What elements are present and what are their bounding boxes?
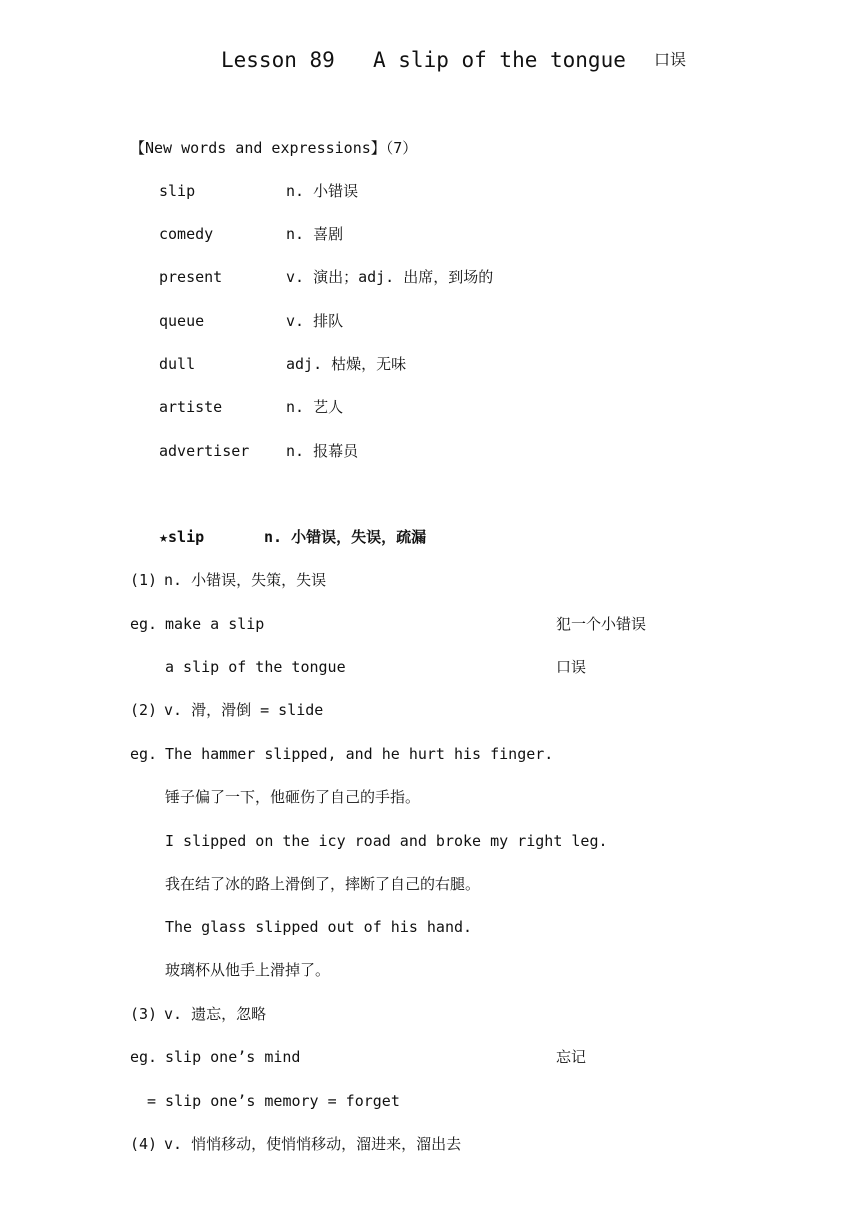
example-english: I slipped on the icy road and broke my right leg. [165,832,608,850]
example-chinese: 我在结了冰的路上滑倒了，摔断了自己的右腿。 [165,875,481,893]
sense-number: (1) [130,571,158,589]
example-chinese: 忘记 [556,1048,587,1066]
lesson-title: A slip of the tongue [373,48,626,72]
vocab-word: artiste [159,398,223,416]
vocab-definition: n. 喜剧 [286,225,344,243]
example-prefix: eg. [130,745,158,763]
example-english: make a slip [165,615,265,633]
section-heading-text: 【New words and expressions】 [130,139,386,157]
lesson-number: Lesson 89 [221,48,335,72]
example-english: = slip one’s memory = forget [147,1092,400,1110]
example-chinese: 锤子偏了一下，他砸伤了自己的手指。 [165,788,421,806]
sense-definition: v. 滑，滑倒 = slide [164,701,324,719]
sense-number: (2) [130,701,158,719]
vocab-definition: v. 演出；adj. 出席，到场的 [286,268,494,286]
example-prefix: eg. [130,1048,158,1066]
example-chinese: 玻璃杯从他手上滑掉了。 [165,961,331,979]
vocab-word: slip [159,182,196,200]
vocab-word: comedy [159,225,214,243]
vocab-definition: n. 报幕员 [286,442,359,460]
vocab-definition: adj. 枯燥，无味 [286,355,407,373]
example-english: slip one’s mind [165,1048,301,1066]
sense-definition: v. 遗忘，忽略 [164,1005,267,1023]
vocab-word: dull [159,355,196,373]
section-heading [130,138,417,158]
example-prefix: eg. [130,615,158,633]
vocab-definition: n. 小错误 [286,182,359,200]
example-english: a slip of the tongue [165,658,346,676]
sense-number: (3) [130,1005,158,1023]
vocab-word: present [159,268,223,286]
vocab-word: queue [159,312,205,330]
example-english: The hammer slipped, and he hurt his finger. [165,745,554,763]
lesson-title-chinese: 口误 [654,50,687,69]
section-heading-count: （7） [385,139,418,157]
example-chinese: 口误 [556,658,587,676]
vocab-word: advertiser [159,442,250,460]
sense-definition: v. 悄悄移动，使悄悄移动，溜进来，溜出去 [164,1135,462,1153]
focus-word: ★slip [159,528,205,546]
sense-definition: n. 小错误，失策，失误 [164,571,327,589]
example-english: The glass slipped out of his hand. [165,918,473,936]
example-chinese: 犯一个小错误 [556,615,647,633]
sense-number: (4) [130,1135,158,1153]
focus-definition: n. 小错误，失误，疏漏 [264,528,427,546]
vocab-definition: n. 艺人 [286,398,344,416]
vocab-definition: v. 排队 [286,312,344,330]
